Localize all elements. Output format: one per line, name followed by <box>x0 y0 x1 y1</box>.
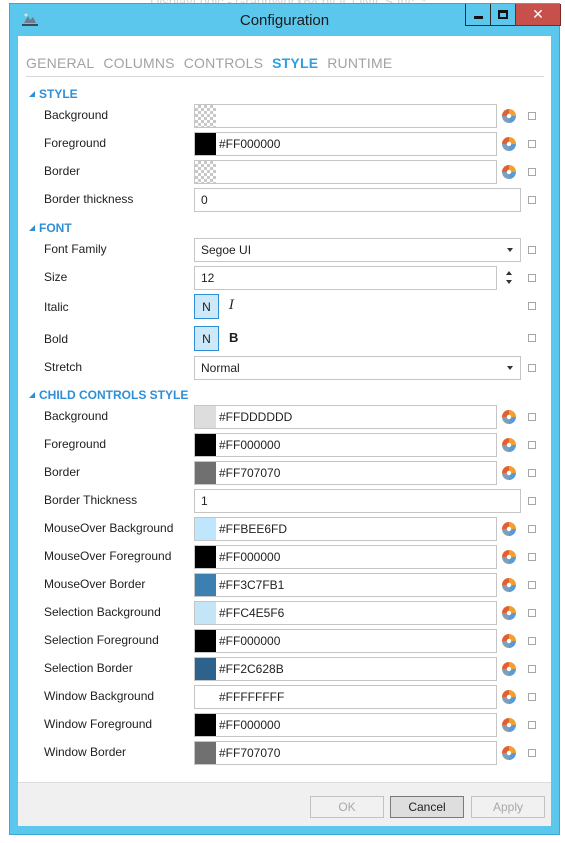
reset-checkbox[interactable] <box>528 637 536 645</box>
color-palette-icon[interactable] <box>501 661 517 677</box>
selection-foreground-row: Selection Foreground #FF000000 <box>18 629 551 653</box>
reset-checkbox[interactable] <box>528 525 536 533</box>
reset-checkbox[interactable] <box>528 413 536 421</box>
reset-checkbox[interactable] <box>528 364 536 372</box>
selection-border-field[interactable]: #FF2C628B <box>194 657 497 681</box>
collapse-triangle-icon <box>29 225 35 231</box>
color-palette-icon[interactable] <box>501 745 517 761</box>
selection-border-row: Selection Border #FF2C628B <box>18 657 551 681</box>
dialog-client-area <box>18 36 551 826</box>
color-palette-icon[interactable] <box>501 409 517 425</box>
minimize-icon <box>474 16 483 19</box>
style-background-row: Background <box>18 104 551 128</box>
mouseover-border-row: MouseOver Border #FF3C7FB1 <box>18 573 551 597</box>
style-border-thickness-row: Border thickness 0 <box>18 188 551 212</box>
mouseover-background-row: MouseOver Background #FFBEE6FD <box>18 517 551 541</box>
style-background-field[interactable] <box>194 104 497 128</box>
window-background-field[interactable]: #FFFFFFFF <box>194 685 497 709</box>
style-foreground-field[interactable]: #FF000000 <box>194 132 497 156</box>
title-bar[interactable] <box>10 4 559 36</box>
color-swatch <box>195 133 216 155</box>
tab-controls[interactable]: CONTROLS <box>183 55 264 71</box>
bold-toggle[interactable]: B <box>229 330 239 345</box>
border-thickness-input[interactable]: 0 <box>194 188 521 212</box>
cancel-button[interactable]: Cancel <box>390 796 464 818</box>
color-palette-icon[interactable] <box>501 717 517 733</box>
child-border-field[interactable]: #FF707070 <box>194 461 497 485</box>
close-button[interactable] <box>515 4 561 26</box>
reset-checkbox[interactable] <box>528 497 536 505</box>
color-swatch <box>195 742 216 764</box>
reset-checkbox[interactable] <box>528 274 536 282</box>
color-palette-icon[interactable] <box>501 108 517 124</box>
mouseover-border-field[interactable]: #FF3C7FB1 <box>194 573 497 597</box>
mouseover-foreground-field[interactable]: #FF000000 <box>194 545 497 569</box>
italic-toggle[interactable]: I <box>229 298 235 313</box>
footer-divider <box>18 782 551 783</box>
font-size-input[interactable]: 12 <box>194 266 497 290</box>
child-background-row: Background #FFDDDDDD <box>18 405 551 429</box>
style-foreground-row: Foreground #FF000000 <box>18 132 551 156</box>
reset-checkbox[interactable] <box>528 749 536 757</box>
color-palette-icon[interactable] <box>501 164 517 180</box>
chevron-down-icon <box>507 366 513 370</box>
color-swatch <box>195 546 216 568</box>
reset-checkbox[interactable] <box>528 302 536 310</box>
tab-strip <box>26 55 401 75</box>
collapse-triangle-icon <box>29 392 35 398</box>
child-foreground-row: Foreground #FF000000 <box>18 433 551 457</box>
style-border-row: Border <box>18 160 551 184</box>
reset-checkbox[interactable] <box>528 609 536 617</box>
font-section-header[interactable]: FONT <box>29 221 72 235</box>
selection-background-field[interactable]: #FFC4E5F6 <box>194 601 497 625</box>
maximize-icon <box>498 10 508 19</box>
child-border-thickness-row: Border Thickness 1 <box>18 489 551 513</box>
reset-checkbox[interactable] <box>528 665 536 673</box>
font-stretch-combobox[interactable]: Normal <box>194 356 521 380</box>
color-swatch <box>195 630 216 652</box>
window-border-field[interactable]: #FF707070 <box>194 741 497 765</box>
chevron-down-icon <box>507 248 513 252</box>
color-swatch <box>195 602 216 624</box>
reset-checkbox[interactable] <box>528 581 536 589</box>
color-swatch <box>195 686 216 708</box>
minimize-button[interactable] <box>465 4 491 26</box>
color-swatch <box>195 518 216 540</box>
color-palette-icon[interactable] <box>501 136 517 152</box>
selection-foreground-field[interactable]: #FF000000 <box>194 629 497 653</box>
bold-normal-toggle[interactable]: N <box>194 326 219 351</box>
reset-checkbox[interactable] <box>528 334 536 342</box>
tab-general[interactable]: GENERAL <box>26 55 95 71</box>
reset-checkbox[interactable] <box>528 246 536 254</box>
color-swatch <box>195 574 216 596</box>
mouseover-background-field[interactable]: #FFBEE6FD <box>194 517 497 541</box>
reset-checkbox[interactable] <box>528 553 536 561</box>
italic-normal-toggle[interactable]: N <box>194 294 219 319</box>
configuration-window <box>9 3 560 835</box>
reset-checkbox[interactable] <box>528 168 536 176</box>
child-controls-section-header[interactable]: CHILD CONTROLS STYLE <box>29 388 188 402</box>
color-palette-icon[interactable] <box>501 577 517 593</box>
property-panel <box>18 84 551 777</box>
color-swatch <box>195 714 216 736</box>
color-palette-icon[interactable] <box>501 633 517 649</box>
stepper-down-icon[interactable] <box>506 280 512 284</box>
color-palette-icon[interactable] <box>501 549 517 565</box>
color-palette-icon[interactable] <box>501 605 517 621</box>
font-family-combobox[interactable]: Segoe UI <box>194 238 521 262</box>
color-swatch <box>195 434 216 456</box>
style-border-field[interactable] <box>194 160 497 184</box>
color-swatch <box>195 406 216 428</box>
tab-style[interactable]: STYLE <box>272 55 319 71</box>
mouseover-foreground-row: MouseOver Foreground #FF000000 <box>18 545 551 569</box>
reset-checkbox[interactable] <box>528 112 536 120</box>
style-section-header[interactable]: STYLE <box>29 87 78 101</box>
color-palette-icon[interactable] <box>501 521 517 537</box>
tab-divider <box>26 76 544 77</box>
child-background-field[interactable]: #FFDDDDDD <box>194 405 497 429</box>
child-foreground-field[interactable]: #FF000000 <box>194 433 497 457</box>
window-border-row: Window Border #FF707070 <box>18 741 551 765</box>
selection-background-row: Selection Background #FFC4E5F6 <box>18 601 551 625</box>
transparent-swatch <box>195 161 216 183</box>
close-icon: ✕ <box>532 6 544 22</box>
reset-checkbox[interactable] <box>528 441 536 449</box>
maximize-button[interactable] <box>490 4 516 26</box>
window-foreground-row: Window Foreground #FF000000 <box>18 713 551 737</box>
transparent-swatch <box>195 105 216 127</box>
color-palette-icon[interactable] <box>501 689 517 705</box>
color-palette-icon[interactable] <box>501 437 517 453</box>
child-border-thickness-input[interactable]: 1 <box>194 489 521 513</box>
reset-checkbox[interactable] <box>528 140 536 148</box>
apply-button[interactable]: Apply <box>471 796 545 818</box>
font-family-row: Font Family Segoe UI <box>18 238 551 262</box>
size-stepper[interactable] <box>504 268 514 288</box>
dialog-footer <box>18 782 551 826</box>
collapse-triangle-icon <box>29 91 35 97</box>
stepper-up-icon[interactable] <box>506 271 512 275</box>
tab-runtime[interactable]: RUNTIME <box>327 55 393 71</box>
font-stretch-row: Stretch Normal <box>18 356 551 380</box>
font-size-row: Size 12 <box>18 266 551 290</box>
reset-checkbox[interactable] <box>528 196 536 204</box>
color-swatch <box>195 462 216 484</box>
tab-columns[interactable]: COLUMNS <box>103 55 175 71</box>
child-border-row: Border #FF707070 <box>18 461 551 485</box>
color-palette-icon[interactable] <box>501 465 517 481</box>
font-bold-row: Bold N B <box>18 326 551 354</box>
reset-checkbox[interactable] <box>528 469 536 477</box>
window-title: Configuration <box>239 12 330 29</box>
window-foreground-field[interactable]: #FF000000 <box>194 713 497 737</box>
window-background-row: Window Background #FFFFFFFF <box>18 685 551 709</box>
font-italic-row: Italic N I <box>18 294 551 322</box>
reset-checkbox[interactable] <box>528 721 536 729</box>
color-swatch <box>195 658 216 680</box>
ok-button[interactable]: OK <box>310 796 384 818</box>
reset-checkbox[interactable] <box>528 693 536 701</box>
